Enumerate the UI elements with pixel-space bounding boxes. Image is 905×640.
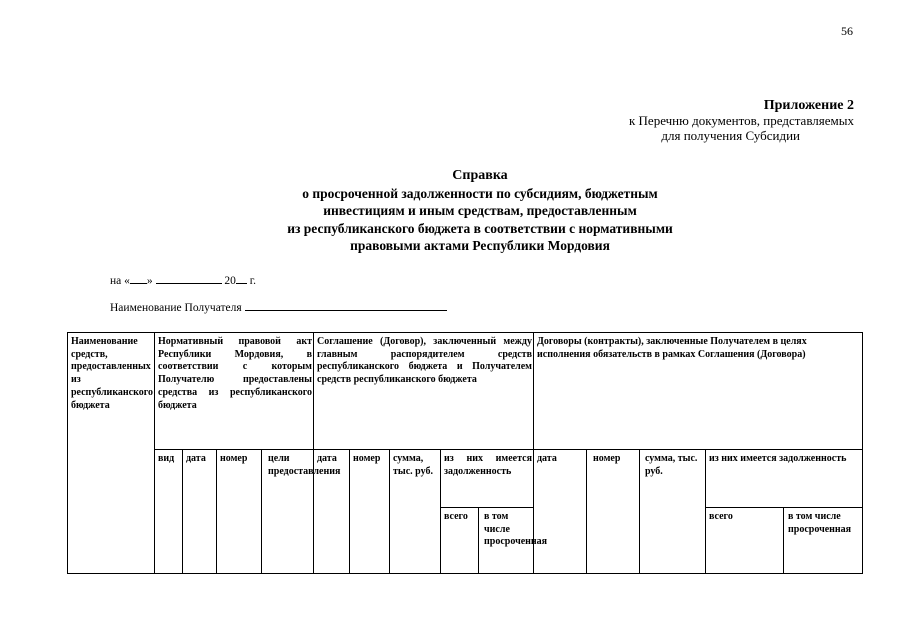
month-blank <box>156 272 222 284</box>
grid-line <box>182 449 183 573</box>
appendix-block <box>520 98 854 143</box>
appendix-title: Приложение 2 <box>763 98 854 113</box>
report-table <box>67 332 863 574</box>
header-agreement-debt-overdue: в том числе просроченная <box>484 511 548 548</box>
date-year-prefix: 20 <box>221 275 236 287</box>
grid-line <box>705 449 706 573</box>
date-line <box>110 272 256 287</box>
grid-line <box>783 507 784 573</box>
header-agreement-sum: сумма, тыс. руб. <box>393 453 433 477</box>
header-agreement: Соглашение (Договор), заключенный между главным распорядителем средств республиканского бюджета и Получателем средств республиканского бюджета <box>317 336 532 386</box>
date-mid: » <box>146 275 156 287</box>
document-subtitle-line-3: из республиканского бюджета в соответствии с нормативными <box>287 220 673 236</box>
document-title: Справка <box>452 168 508 183</box>
grid-line <box>313 333 314 573</box>
document-subtitle-line-4: правовыми актами Республики Мордовия <box>350 238 610 253</box>
header-contract-date: дата <box>537 453 557 464</box>
grid-line <box>261 449 262 573</box>
header-normative-number: номер <box>220 453 248 464</box>
header-contract-sum: сумма, тыс. руб. <box>645 453 698 477</box>
grid-line <box>389 449 390 573</box>
header-normative-act: Нормативный правовой акт Республики Мордовия, в соответствии с которым Получателю предоставлены средства из республиканского бюджета <box>158 336 312 411</box>
recipient-line <box>110 299 447 314</box>
grid-line <box>349 449 350 573</box>
header-agreement-date: дата <box>317 453 337 464</box>
header-normative-purpose: цели предоставления <box>268 453 341 477</box>
grid-line <box>533 333 534 573</box>
header-contract-debt: из них имеется задолженность <box>709 453 847 464</box>
appendix-line-2: для получения Субсидии <box>661 128 800 143</box>
header-contract-debt-total: всего <box>709 511 733 522</box>
grid-line <box>478 507 479 573</box>
header-fund-name: Наименование средств, предоставленных из республиканского бюджета <box>71 336 154 411</box>
header-normative-type: вид <box>158 453 175 464</box>
grid-line <box>705 507 863 508</box>
header-agreement-debt: из них имеется задолженность <box>444 453 532 477</box>
appendix-line-1: к Перечню документов, представляемых <box>628 113 854 128</box>
grid-line <box>440 449 441 573</box>
header-contracts: Договоры (контракты), заключенные Получателем в целях исполнения обязательств в рамках Соглашения (Договора) <box>537 336 807 360</box>
day-blank <box>130 272 147 284</box>
grid-line <box>216 449 217 573</box>
document-subtitle-line-2: инвестициям и иным средствам, предоставленным <box>323 203 637 218</box>
year-blank <box>236 272 247 284</box>
grid-line <box>586 449 587 573</box>
grid-line <box>440 507 533 508</box>
document-heading <box>200 167 760 255</box>
page-number: 56 <box>841 24 853 38</box>
header-agreement-debt-total: всего <box>444 511 468 522</box>
grid-line <box>639 449 640 573</box>
header-contract-debt-overdue: в том числе просроченная <box>788 511 852 535</box>
header-contract-number: номер <box>593 453 621 464</box>
recipient-label: Наименование Получателя <box>110 302 245 314</box>
date-suffix: г. <box>246 275 257 287</box>
date-prefix: на « <box>110 275 130 287</box>
document-subtitle-line-1: о просроченной задолженности по субсидиям, бюджетным <box>302 185 658 201</box>
grid-line <box>154 333 155 573</box>
header-normative-date: дата <box>186 453 206 464</box>
header-agreement-number: номер <box>353 453 381 464</box>
recipient-blank <box>245 299 447 311</box>
